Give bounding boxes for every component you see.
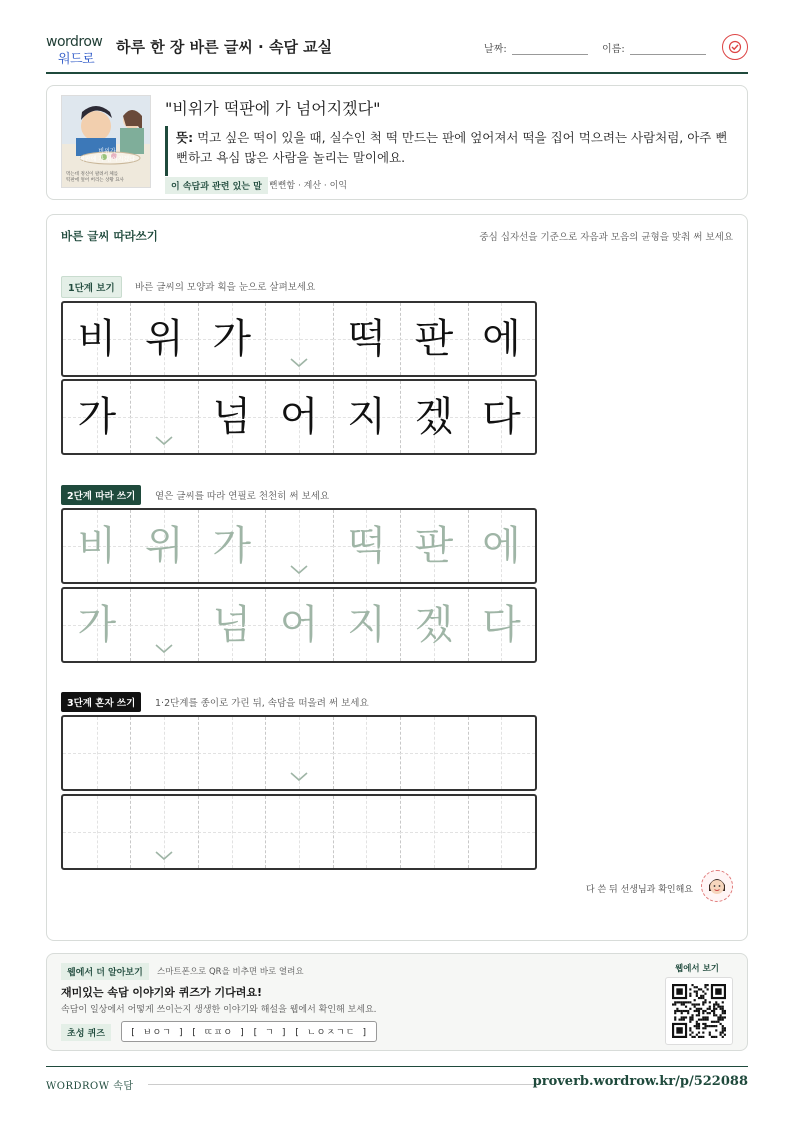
name-field[interactable]: [630, 54, 706, 55]
space-marker-icon: [289, 771, 309, 783]
step1-row-1: [61, 301, 537, 377]
glyph: 어: [279, 394, 319, 440]
center-guide-h: [265, 832, 333, 833]
center-guide-h: [198, 832, 266, 833]
step1-tag: 1단계 보기: [61, 276, 122, 298]
footer-rule: [46, 1066, 748, 1067]
glyph: 가: [212, 316, 251, 362]
grid-cell: [130, 510, 198, 582]
grid-cell[interactable]: [468, 796, 536, 868]
grid-cell: [400, 589, 468, 661]
space-marker-icon: [154, 435, 174, 447]
glyph: 에: [482, 316, 521, 362]
center-guide-h: [130, 753, 198, 754]
center-guide-h: [333, 832, 401, 833]
grid-cell: [333, 589, 401, 661]
center-guide-h: [130, 832, 198, 833]
grid-cell[interactable]: [400, 717, 468, 789]
grid-cell: [63, 381, 131, 453]
grid-cell[interactable]: [333, 717, 401, 789]
grid-cell: [130, 589, 198, 661]
center-guide-h: [468, 753, 536, 754]
grid-cell[interactable]: [130, 796, 198, 868]
date-label: 날짜:: [484, 44, 507, 55]
center-guide-h: [400, 832, 468, 833]
grid-cell[interactable]: [265, 796, 333, 868]
grid-cell: [63, 589, 131, 661]
space-marker-icon: [154, 643, 174, 655]
practice-section: [46, 214, 748, 941]
glyph: 비: [77, 523, 117, 569]
practice-hint: 중심 십자선을 기준으로 자음과 모음의 균형을 맞춰 써 보세요: [479, 232, 733, 243]
center-guide-h: [63, 832, 131, 833]
glyph: 어: [279, 602, 319, 648]
grid-cell: [468, 303, 536, 375]
grid-cell[interactable]: [265, 717, 333, 789]
space-marker-icon: [289, 564, 309, 576]
center-guide-h: [265, 546, 333, 547]
grid-cell: [198, 303, 266, 375]
illustration-image: [61, 95, 151, 188]
grid-cell: [468, 510, 536, 582]
web-subtitle: 속담이 일상에서 어떻게 쓰이는지 생생한 이야기와 해설을 웹에서 확인해 보세요.: [61, 1005, 377, 1015]
grid-cell: [63, 510, 131, 582]
meaning-prefix: 뜻:: [176, 130, 194, 145]
grid-cell: [468, 381, 536, 453]
wordrow-logo: [46, 34, 108, 67]
related-tag: 이 속담과 관련 있는 말: [165, 177, 268, 194]
grid-cell: [333, 303, 401, 375]
step1-desc: 바른 글씨의 모양과 획을 눈으로 살펴보세요: [135, 282, 316, 293]
grid-cell: [400, 510, 468, 582]
glyph: 가: [212, 523, 251, 569]
meaning-text: [176, 128, 731, 168]
grid-cell: [63, 303, 131, 375]
grid-cell[interactable]: [198, 796, 266, 868]
date-field[interactable]: [512, 54, 588, 55]
grid-cell: [130, 303, 198, 375]
step3-row-2[interactable]: [61, 794, 537, 870]
glyph: 넘: [212, 394, 251, 440]
step2-row-2[interactable]: [61, 587, 537, 663]
space-marker-icon: [154, 850, 174, 862]
grid-cell: [468, 589, 536, 661]
glyph: 겠: [414, 394, 454, 440]
space-marker-icon: [289, 357, 309, 369]
grid-cell[interactable]: [63, 717, 131, 789]
step3-tag: 3단계 혼자 쓰기: [61, 692, 141, 712]
proverb-title: "비위가 떡판에 가 넘어지겠다": [165, 99, 381, 118]
related-words: 뻔뻔함 · 계산 · 이익: [269, 181, 348, 191]
grid-cell[interactable]: [400, 796, 468, 868]
web-title: 재미있는 속담 이야기와 퀴즈가 기다려요!: [61, 986, 262, 999]
grid-cell: [198, 589, 266, 661]
step2-row-1[interactable]: [61, 508, 537, 584]
center-guide-h: [63, 753, 131, 754]
step2-tag: 2단계 따라 쓰기: [61, 485, 141, 505]
grid-cell: [333, 381, 401, 453]
footer-brand: WORDROW 속담: [46, 1081, 134, 1092]
thumb-description: 먹는데 정신이 팔려서 체를 떡판에 엎어 버리는 상황 묘사: [66, 172, 124, 183]
footer-divider: [148, 1084, 538, 1085]
glyph: 떡: [347, 523, 386, 569]
center-guide-h: [265, 753, 333, 754]
meaning-card: [46, 85, 748, 200]
grid-cell[interactable]: [130, 717, 198, 789]
step3-desc: 1·2단계를 종이로 가린 뒤, 속담을 떠올려 써 보세요: [155, 698, 369, 709]
center-guide-h: [130, 625, 198, 626]
glyph: 넘: [212, 602, 251, 648]
grid-cell[interactable]: [63, 796, 131, 868]
glyph: 위: [144, 316, 184, 362]
glyph: 가: [77, 602, 117, 648]
step1-row-2: [61, 379, 537, 455]
done-note: 다 쓴 뒤 선생님과 확인해요: [585, 885, 693, 895]
grid-cell: [265, 381, 333, 453]
footer-url[interactable]: proverb.wordrow.kr/p/522088: [532, 1074, 748, 1089]
page-title: 하루 한 장 바른 글씨 · 속담 교실: [116, 38, 333, 56]
glyph: 에: [482, 523, 521, 569]
center-guide-h: [333, 753, 401, 754]
center-guide-h: [468, 832, 536, 833]
grid-cell: [130, 381, 198, 453]
glyph: 판: [414, 523, 454, 569]
qr-label: 웹에서 보기: [674, 964, 719, 974]
accent-bar: [165, 126, 168, 176]
center-guide-h: [400, 753, 468, 754]
center-guide-h: [265, 339, 333, 340]
glyph: 지: [347, 602, 386, 648]
web-hint: 스마트폰으로 QR을 비추면 바로 열려요: [157, 967, 304, 977]
grid-cell: [265, 303, 333, 375]
glyph: 위: [144, 523, 184, 569]
logo-wordmark: wordrow: [46, 34, 103, 50]
center-guide-h: [198, 753, 266, 754]
practice-title: 바른 글씨 따라쓰기: [61, 229, 158, 243]
quiz-tag: 초성 퀴즈: [61, 1024, 111, 1041]
glyph: 비: [77, 316, 117, 362]
center-guide-h: [130, 417, 198, 418]
grid-cell[interactable]: [333, 796, 401, 868]
teacher-face-icon: [701, 870, 733, 902]
web-tag: 웹에서 더 알아보기: [61, 963, 149, 980]
glyph: 겠: [414, 602, 454, 648]
glyph: 떡: [347, 316, 386, 362]
grid-cell: [333, 510, 401, 582]
meaning-body: 먹고 싶은 떡이 있을 때, 실수인 척 떡 만드는 판에 엎어져서 떡을 집어 먹으려는 사람처럼, 아주 뻔뻔하고 욕심 많은 사람을 놀리는 말이에요.: [176, 130, 728, 165]
glyph: 다: [482, 394, 521, 440]
thumb-caption: 비위가 떡판에 가 넘어지겠다: [79, 148, 135, 163]
grid-cell: [400, 381, 468, 453]
grid-cell: [265, 589, 333, 661]
grid-cell: [400, 303, 468, 375]
web-card: [46, 953, 748, 1051]
grid-cell[interactable]: [198, 717, 266, 789]
glyph: 판: [414, 316, 454, 362]
glyph: 가: [77, 394, 117, 440]
step2-desc: 옅은 글씨를 따라 연필로 천천히 써 보세요: [155, 491, 330, 502]
grid-cell[interactable]: [468, 717, 536, 789]
name-label: 이름:: [602, 44, 625, 55]
page-header: [46, 30, 748, 74]
quiz-box: [ ㅂㅇㄱ ] [ ㄸㅍㅇ ] [ ㄱ ] [ ㄴㅇㅈㄱㄷ ]: [121, 1021, 377, 1042]
logo-korean: 워드로: [58, 52, 95, 67]
step3-row-1[interactable]: [61, 715, 537, 791]
grid-cell: [198, 381, 266, 453]
glyph: 지: [347, 394, 386, 440]
grid-cell: [198, 510, 266, 582]
glyph: 다: [482, 602, 521, 648]
grid-cell: [265, 510, 333, 582]
qr-code-icon[interactable]: [665, 977, 733, 1045]
check-stamp-icon: [722, 34, 748, 60]
